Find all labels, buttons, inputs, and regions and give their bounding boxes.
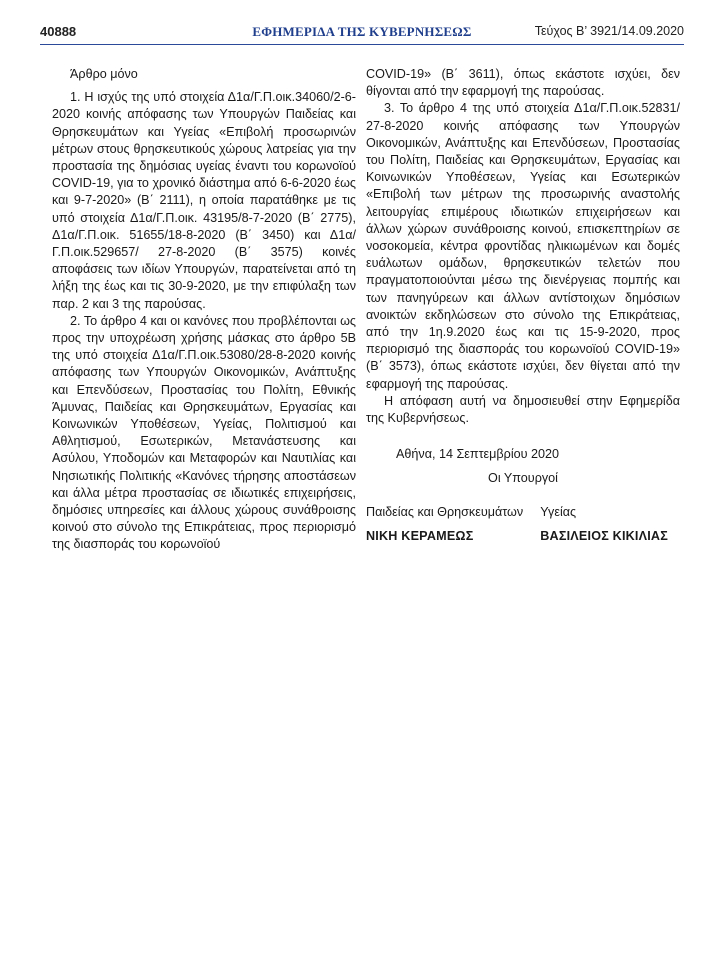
gazette-title: ΕΦΗΜΕΡΙΔΑ ΤΗΣ ΚΥΒΕΡΝΗΣΕΩΣ — [252, 24, 472, 39]
page-number: 40888 — [40, 24, 77, 39]
article-heading: Άρθρο μόνο — [70, 67, 138, 81]
date-line: Αθήνα, 14 Σεπτεμβρίου 2020 — [396, 447, 560, 462]
signatory-name: ΝΙΚΗ ΚΕΡΑΜΕΩΣ — [366, 528, 474, 543]
signatory-name: ΒΑΣΙΛΕΙΟΣ ΚΙΚΙΛΙΑΣ — [540, 528, 668, 543]
issue-reference: Τεύχος Β’ 3921/14.09.2020 — [534, 24, 684, 38]
paragraph-1: 1. Η ισχύς της υπό στοιχεία Δ1α/Γ.Π.οικ.34060/2-6-2020 κοινής απόφασης των Υπουργών Παιδείας και Θρησκευμάτων και Υγείας «Επιβολή προσωρινών μέτρων στους θρησκευτικούς χώρους λατρείας για την προστασία της δημόσιας υγείας έναντι του κορωνοϊού COVID-19, για το χρονικό διάστημα από 6-6-2020 έως και 9-7-2020» (Β΄ 2111), η οποία παρατάθηκε με τις υπό στοιχεία Δ1α/Γ.Π.οικ. 43195/8-7-2020 (Β΄ 2775), Δ1α/Γ.Π.οικ. 51655/18-8-2020 (Β΄ 3450) και Δ1α/Γ.Π.οικ.529657/ 27-8-2020 (Β΄ 3575) κοινές αποφάσεις των ιδίων Υπουργών, παρατείνεται από τη λήξη της έως και τις 30-9-2020, με την επιφύλαξη των παρ. 2 και 3 της παρούσας. — [52, 90, 356, 311]
paragraph-3: 3. Το άρθρο 4 της υπό στοιχεία Δ1α/Γ.Π.οικ.52831/ 27-8-2020 κοινής απόφασης των Υπουργών Οικονομικών, Ανάπτυξης και Επενδύσεων, Προστασίας του Πολίτη, Παιδείας και Θρησκευμάτων, Εργασίας και Κοινωνικών Υποθέσεων, Υγείας και Εσωτερικών «Επιβολή των μέτρων της προσωρινής αναστολής λειτουργίας επιμέρους ιδιωτικών επιχειρήσεων και άλλων χώρων συνάθροισης κοινού, επισκεπτηρίων σε νοσοκομεία, κέντρα φροντίδας ηλικιωμένων και δομές ευάλωτων ομάδων, θρησκευτικών τελετών που πραγματοποιούνται μέσω της διενέργειας πομπής και των πανηγύρεων και άλλων αντίστοιχων δημόσιων ανοικτών εκδηλώσεων στο σύνολο της Επικράτειας, από την 1η.9.2020 έως και τις 15-9-2020, προς περιορισμό της διασποράς του κορωνοϊού COVID-19» (Β΄ 3573), όπως εκάστοτε ισχύει, δεν θίγεται από την εφαρμογή της παρούσας. — [366, 101, 680, 391]
signatory-role: Παιδείας και Θρησκευμάτων — [366, 504, 524, 519]
signatory-right — [540, 504, 680, 545]
left-column — [52, 66, 356, 554]
signatories — [366, 504, 680, 545]
header-divider — [40, 44, 684, 45]
publication-clause: Η απόφαση αυτή να δημοσιευθεί στην Εφημερίδα της Κυβερνήσεως. — [366, 393, 680, 426]
paragraph-2: 2. Το άρθρο 4 και οι κανόνες που προβλέπονται ως προς την υποχρέωση χρήσης μάσκας στο άρθρο 5Β της υπό στοιχεία Δ1α/Γ.Π.οικ.53080/28-8-2020 κοινής απόφασης των Υπουργών Οικονομικών, Ανάπτυξης και Επενδύσεων, Προστασίας του Πολίτη, Εθνικής Άμυνας, Παιδείας και Θρησκευμάτων, Εργασίας και Κοινωνικών Υποθέσεων, Υγείας, Πολιτισμού και Αθλητισμού, Εσωτερικών, Μετανάστευσης και Ασύλου, Υποδομών και Μεταφορών και Ναυτιλίας και Νησιωτικής Πολιτικής «Κανόνες τήρησης αποστάσεων και άλλα μέτρα προστασίας σε ιδιωτικές επιχειρήσεις, δημόσιες υπηρεσίες και άλλους χώρους συνάθροισης κοινού στο σύνολο της Επικράτειας, προς περιορισμό της διασποράς του κορωνοϊού — [52, 313, 356, 552]
signatory-left — [366, 504, 523, 545]
paragraph-2-continued: COVID-19» (Β΄ 3611), όπως εκάστοτε ισχύει, δεν θίγονται από την εφαρμογή της παρούσας. — [366, 67, 680, 99]
right-column — [366, 66, 680, 545]
signatory-role: Υγείας — [540, 504, 577, 519]
ministers-label: Οι Υπουργοί — [488, 471, 558, 486]
page-header — [40, 24, 684, 44]
